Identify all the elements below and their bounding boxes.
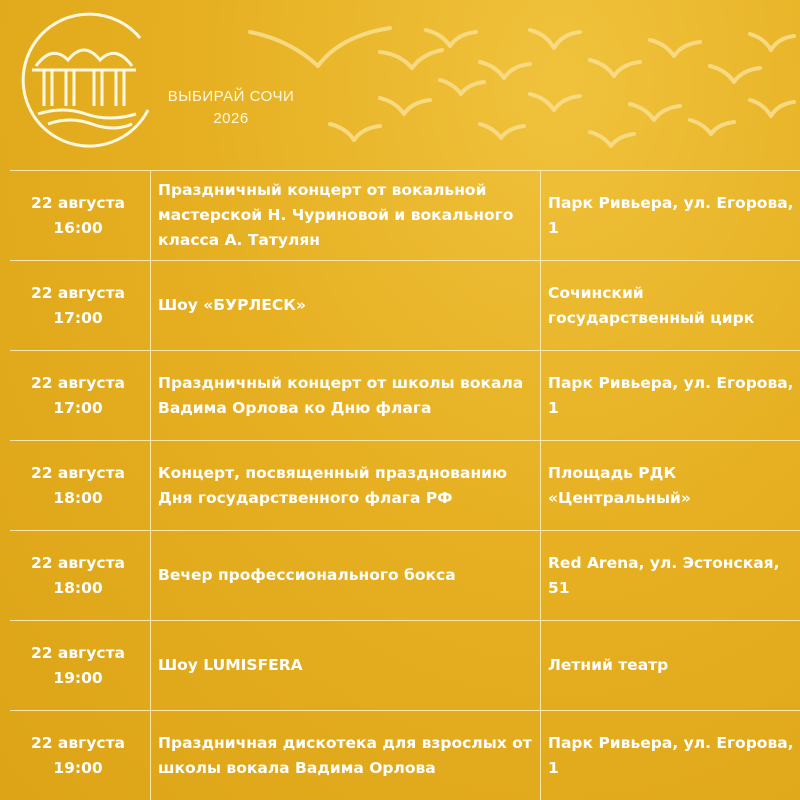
event-time: 18:00 (53, 578, 103, 597)
event-place-cell (548, 711, 800, 800)
event-place: Парк Ривьера, ул. Егорова, 1 (548, 373, 794, 417)
event-datetime (10, 261, 146, 350)
event-title: Шоу «БУРЛЕСК» (158, 296, 306, 314)
event-time: 16:00 (53, 218, 103, 237)
column-divider (540, 441, 541, 530)
event-place: Red Arena, ул. Эстонская, 51 (548, 553, 780, 597)
event-title-cell (158, 441, 538, 530)
event-title-cell (158, 531, 538, 620)
event-datetime (10, 171, 146, 260)
event-datetime (10, 441, 146, 530)
event-time: 19:00 (53, 668, 103, 687)
column-divider (540, 171, 541, 260)
events-table (10, 170, 800, 800)
event-time: 17:00 (53, 398, 103, 417)
event-datetime (10, 351, 146, 440)
event-title: Праздничный концерт от вокальной мастерской Н. Чуриновой и вокального класса А. Татулян (158, 181, 514, 249)
column-divider (540, 261, 541, 350)
event-date: 22 августа (30, 553, 126, 572)
column-divider (150, 171, 151, 260)
brand-line-1: ВЫБИРАЙ СОЧИ (167, 88, 295, 105)
event-place: Летний театр (548, 656, 669, 674)
event-datetime (10, 621, 146, 710)
event-title-cell (158, 621, 538, 710)
event-place-cell (548, 441, 800, 530)
event-datetime (10, 531, 146, 620)
event-row (10, 440, 800, 530)
event-place-cell (548, 261, 800, 350)
event-row (10, 260, 800, 350)
event-row (10, 620, 800, 710)
event-place: Парк Ривьера, ул. Егорова, 1 (548, 193, 794, 237)
event-title: Праздничный концерт от школы вокала Вадима Орлова ко Дню флага (158, 373, 524, 417)
event-place-cell (548, 621, 800, 710)
event-row (10, 350, 800, 440)
event-datetime (10, 711, 146, 800)
event-date: 22 августа (30, 283, 126, 302)
column-divider (150, 441, 151, 530)
event-time: 18:00 (53, 488, 103, 507)
event-date: 22 августа (30, 733, 126, 752)
column-divider (540, 531, 541, 620)
column-divider (150, 531, 151, 620)
event-time: 19:00 (53, 758, 103, 777)
event-date: 22 августа (30, 193, 126, 212)
event-date: 22 августа (30, 643, 126, 662)
seagulls-decoration (230, 20, 800, 160)
event-title: Праздничная дискотека для взрослых от школы вокала Вадима Орлова (158, 733, 532, 777)
event-place: Площадь РДК «Центральный» (548, 463, 691, 507)
column-divider (540, 351, 541, 440)
column-divider (150, 621, 151, 710)
event-row (10, 530, 800, 620)
event-title-cell (158, 171, 538, 260)
event-place-cell (548, 171, 800, 260)
event-title-cell (158, 711, 538, 800)
column-divider (150, 261, 151, 350)
event-title: Концерт, посвященный празднованию Дня государственного флага РФ (158, 463, 508, 507)
event-place: Парк Ривьера, ул. Егорова, 1 (548, 733, 794, 777)
column-divider (540, 711, 541, 800)
logo-emblem (8, 10, 168, 160)
event-row (10, 710, 800, 800)
column-divider (150, 351, 151, 440)
column-divider (150, 711, 151, 800)
event-place-cell (548, 531, 800, 620)
event-date: 22 августа (30, 463, 126, 482)
event-title: Шоу LUMISFERA (158, 656, 303, 674)
event-row (10, 170, 800, 260)
event-time: 17:00 (53, 308, 103, 327)
event-place: Сочинский государственный цирк (548, 283, 755, 327)
event-date: 22 августа (30, 373, 126, 392)
column-divider (540, 621, 541, 710)
event-place-cell (548, 351, 800, 440)
event-title: Вечер профессионального бокса (158, 566, 456, 584)
brand-line-2: 2026 (213, 110, 249, 127)
event-title-cell (158, 261, 538, 350)
event-title-cell (158, 351, 538, 440)
